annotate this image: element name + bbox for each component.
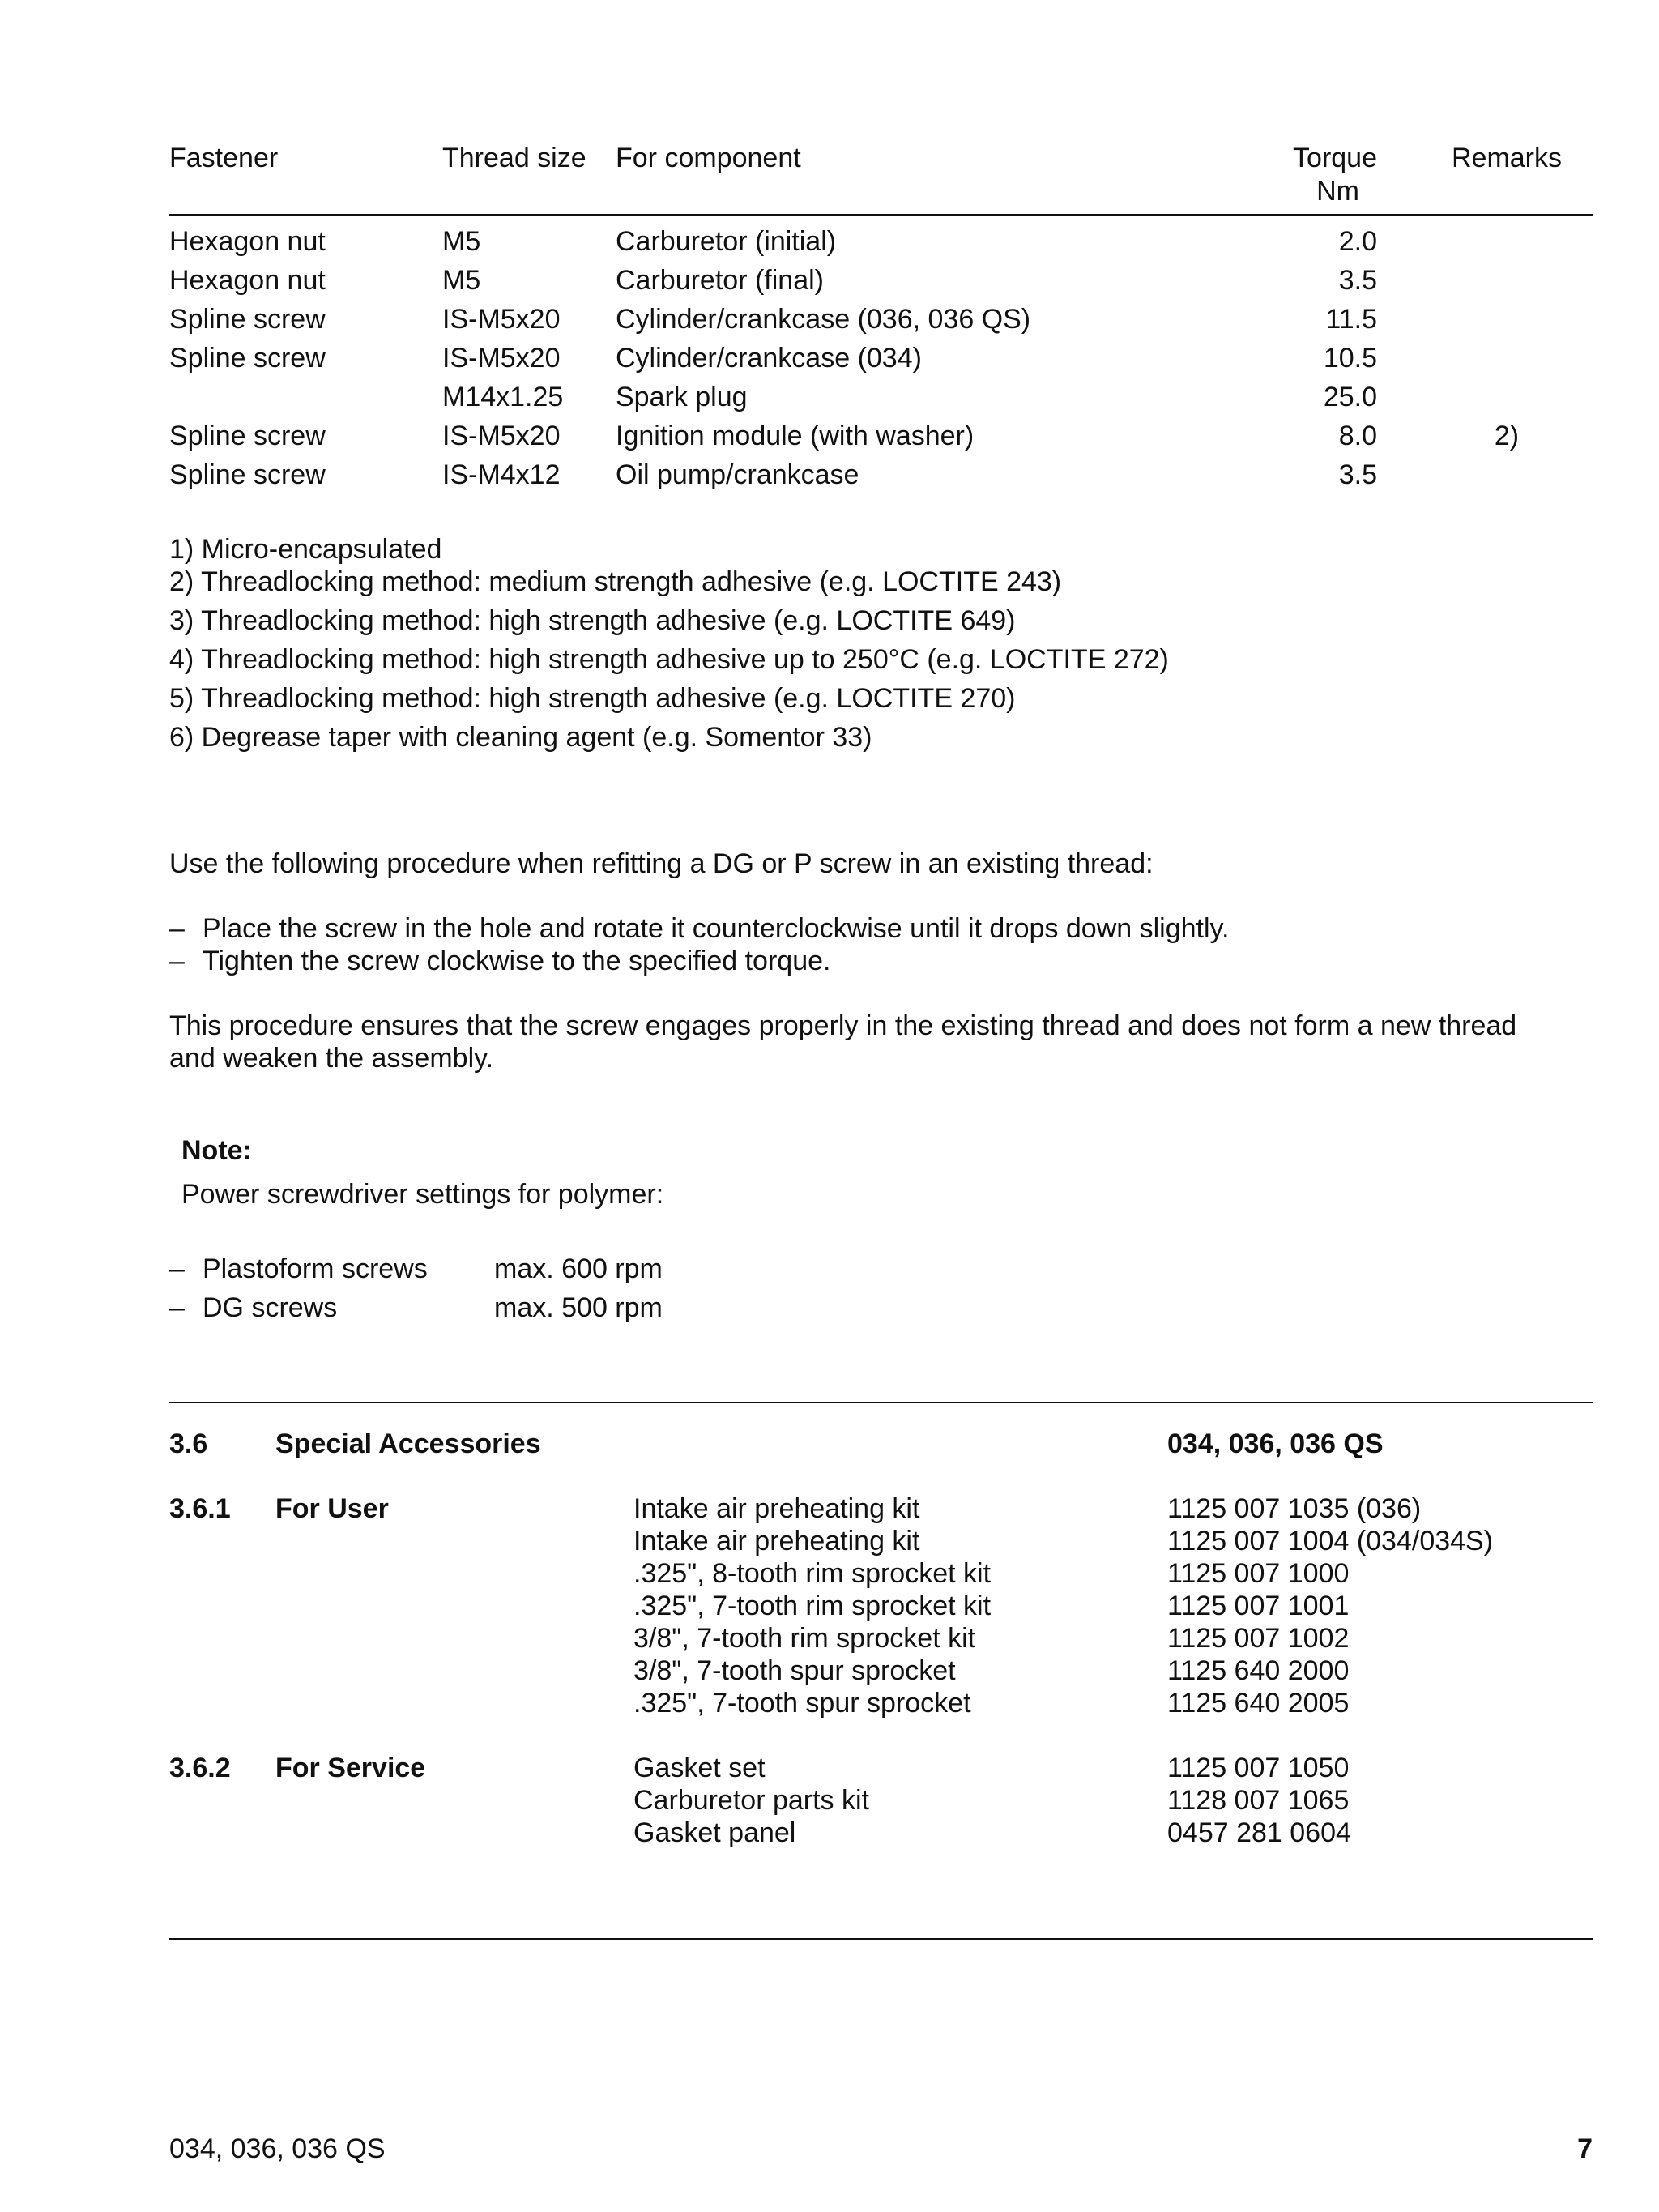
header-remarks: Remarks [1451,143,1563,173]
cell-thread: M14x1.25 [442,382,564,412]
accessory-part-number: 1125 007 1050 [1167,1753,1350,1783]
accessory-name: Intake air preheating kit [633,1526,920,1557]
cell-thread: IS-M5x20 [442,343,561,374]
procedure-step: Tighten the screw clockwise to the specified torque. [203,946,831,976]
cell-torque: 10.5 [1323,343,1377,374]
section-title: Special Accessories [275,1428,541,1459]
header-torque: Torque [1293,143,1377,173]
cell-fastener: Hexagon nut [169,226,326,257]
cell-torque: 8.0 [1338,421,1377,451]
cell-torque: 3.5 [1338,459,1377,490]
accessory-part-number: 1125 007 1002 [1167,1623,1350,1654]
footnote: 5) Threadlocking method: high strength adhesive (e.g. LOCTITE 270) [169,683,1016,714]
cell-remarks: 2) [1494,421,1520,451]
cell-thread: IS-M4x12 [442,459,561,490]
cell-torque: 2.0 [1338,226,1377,257]
cell-component: Cylinder/crankcase (034) [616,343,922,374]
cell-component: Spark plug [616,382,748,412]
accessory-part-number: 1125 007 1001 [1167,1591,1350,1621]
procedure-step: Place the screw in the hole and rotate it counterclockwise until it drops down slightly. [203,913,1230,944]
note-title: Note: [181,1135,252,1166]
cell-thread: M5 [442,265,481,296]
subsection-title: For User [275,1493,389,1524]
cell-component: Carburetor (final) [616,265,824,296]
accessory-name: .325", 7-tooth spur sprocket [633,1688,971,1719]
footnote: 6) Degrease taper with cleaning agent (e.g. Somentor 33) [169,722,872,753]
cell-torque: 11.5 [1325,304,1377,335]
cell-fastener: Spline screw [169,459,326,490]
cell-fastener: Spline screw [169,421,326,451]
cell-torque: 25.0 [1323,382,1377,412]
dash-bullet: – [169,1253,185,1284]
cell-component: Carburetor (initial) [616,226,837,257]
accessory-name: Gasket set [633,1753,766,1783]
header-thread-size: Thread size [442,143,586,173]
accessory-part-number: 1125 007 1035 (036) [1167,1493,1422,1524]
accessory-part-number: 1125 007 1000 [1167,1558,1350,1589]
cell-component: Oil pump/crankcase [616,459,859,490]
footnote: 3) Threadlocking method: high strength adhesive (e.g. LOCTITE 649) [169,605,1016,636]
cell-thread: IS-M5x20 [442,304,561,335]
footnote: 4) Threadlocking method: high strength adhesive up to 250°C (e.g. LOCTITE 272) [169,644,1169,675]
cell-thread: M5 [442,226,481,257]
accessory-name: .325", 8-tooth rim sprocket kit [633,1558,992,1589]
section-bottom-rule [169,1938,1593,1940]
cell-fastener: Hexagon nut [169,265,326,296]
accessory-part-number: 1125 640 2005 [1167,1688,1350,1719]
table-header-rule [169,214,1593,216]
footnote: 1) Micro-encapsulated [169,534,442,565]
header-fastener: Fastener [169,143,279,173]
accessory-name: 3/8", 7-tooth rim sprocket kit [633,1623,976,1654]
subsection-title: For Service [275,1753,426,1783]
cell-fastener: Spline screw [169,304,326,335]
footnote: 2) Threadlocking method: medium strength adhesive (e.g. LOCTITE 243) [169,566,1062,597]
cell-component: Cylinder/crankcase (036, 036 QS) [616,304,1031,335]
dash-bullet: – [169,946,185,976]
accessory-name: Carburetor parts kit [633,1785,869,1816]
dash-bullet: – [169,913,185,944]
subsection-number: 3.6.1 [169,1493,231,1524]
setting-label: Plastoform screws [203,1253,428,1284]
accessory-name: Intake air preheating kit [633,1493,920,1524]
cell-torque: 3.5 [1338,265,1377,296]
section-top-rule [169,1402,1593,1403]
section-models: 034, 036, 036 QS [1167,1428,1384,1459]
page-number: 7 [1577,2133,1593,2164]
procedure-conclusion: This procedure ensures that the screw engages properly in the existing thread and does not form a new thread [169,1010,1517,1041]
accessory-part-number: 0457 281 0604 [1167,1817,1351,1848]
cell-thread: IS-M5x20 [442,421,561,451]
accessory-part-number: 1128 007 1065 [1167,1785,1350,1816]
cell-component: Ignition module (with washer) [616,421,975,451]
header-torque-unit: Nm [1316,176,1359,207]
subsection-number: 3.6.2 [169,1753,231,1783]
note-text: Power screwdriver settings for polymer: [181,1179,664,1210]
cell-fastener: Spline screw [169,343,326,374]
accessory-name: 3/8", 7-tooth spur sprocket [633,1655,956,1686]
setting-value: max. 500 rpm [494,1292,663,1323]
setting-label: DG screws [203,1292,338,1323]
procedure-intro: Use the following procedure when refitting a DG or P screw in an existing thread: [169,848,1154,879]
dash-bullet: – [169,1292,185,1323]
setting-value: max. 600 rpm [494,1253,663,1284]
header-component: For component [616,143,801,173]
accessory-name: .325", 7-tooth rim sprocket kit [633,1591,992,1621]
procedure-conclusion-cont: and weaken the assembly. [169,1043,494,1074]
section-number: 3.6 [169,1428,208,1459]
footer-models: 034, 036, 036 QS [169,2133,386,2164]
accessory-part-number: 1125 640 2000 [1167,1655,1350,1686]
accessory-name: Gasket panel [633,1817,796,1848]
accessory-part-number: 1125 007 1004 (034/034S) [1167,1526,1494,1557]
